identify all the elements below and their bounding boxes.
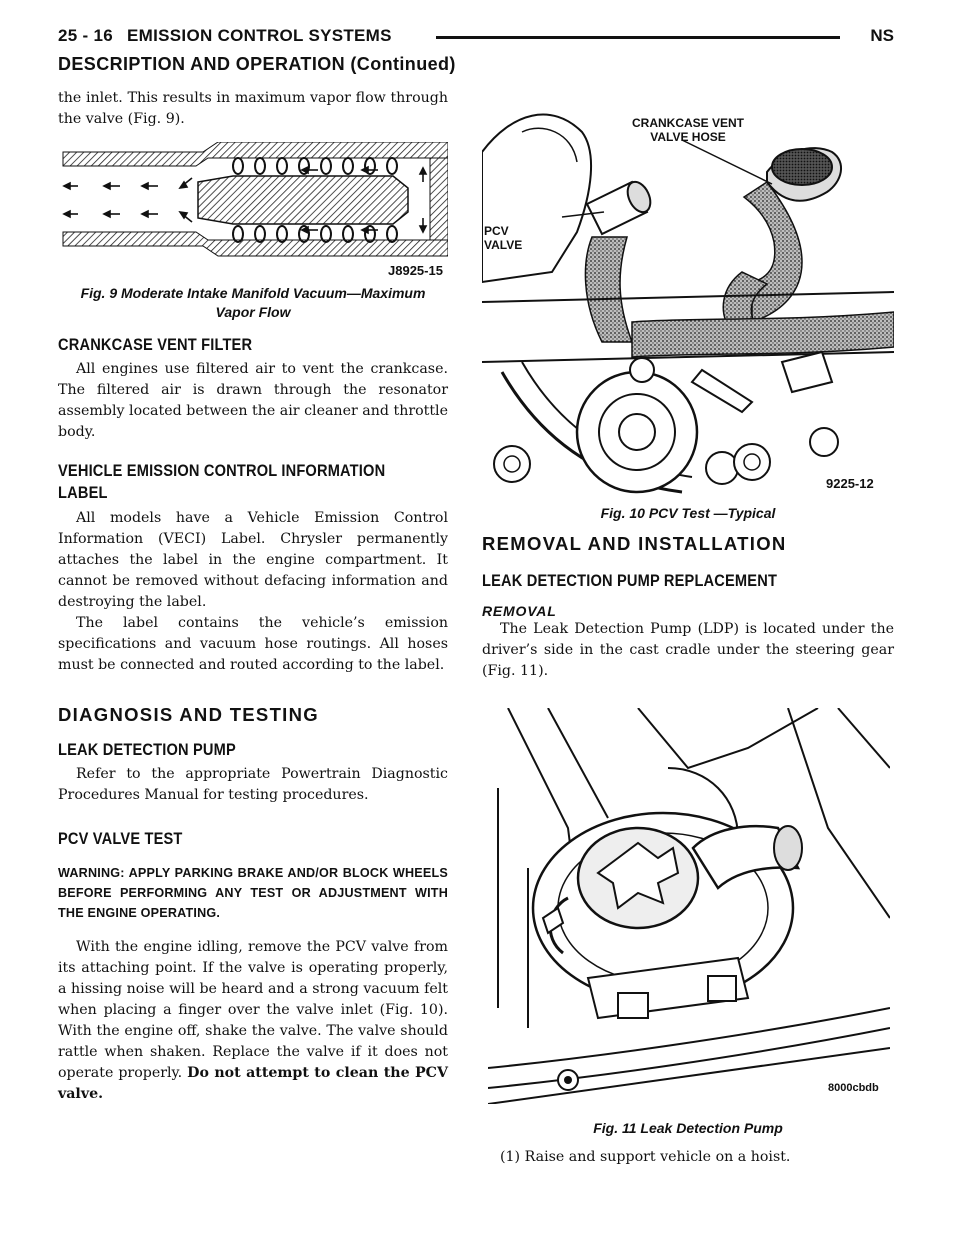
left-column	[58, 88, 448, 1105]
cvf-heading: CRANKCASE VENT FILTER	[58, 335, 253, 354]
ldp-heading: LEAK DETECTION PUMP	[58, 740, 236, 759]
pcv-test-drawing	[482, 112, 894, 498]
right-column-text	[482, 533, 894, 682]
step-1: (1) Raise and support vehicle on a hoist.	[500, 1149, 791, 1165]
fig10-label-hose	[632, 116, 744, 144]
warning-text: WARNING: APPLY PARKING BRAKE AND/OR BLOCK WHEELS BEFORE PERFORMING ANY TEST OR ADJUSTMENT WITH THE ENGINE OPERATING.	[58, 866, 448, 920]
intro-paragraph: the inlet. This results in maximum vapor flow through the valve (Fig. 9).	[58, 90, 448, 127]
figure-9	[58, 142, 448, 282]
veci-paragraph-2: The label contains the vehicle’s emission specifications and vacuum hose routings. All hoses must be connected and routed according to the label.	[58, 615, 448, 673]
removal-heading: REMOVAL AND INSTALLATION	[482, 533, 787, 554]
header-rule	[436, 36, 840, 39]
fig10-caption: Fig. 10 PCV Test —Typical	[600, 505, 776, 521]
model-code: NS	[870, 26, 894, 45]
fig11-code: 8000cbdb	[828, 1082, 879, 1094]
removal-paragraph: The Leak Detection Pump (LDP) is located under the driver’s side in the cast cradle under the steering gear (Fig. 11).	[482, 621, 894, 679]
pcv-paragraph	[58, 937, 448, 1105]
fig9-caption	[58, 284, 448, 322]
veci-heading-line2: LABEL	[58, 483, 108, 502]
section-title: EMISSION CONTROL SYSTEMS	[127, 26, 392, 45]
ldp-replacement-heading: LEAK DETECTION PUMP REPLACEMENT	[482, 571, 778, 590]
fig9-code: J8925-15	[388, 263, 443, 278]
ldp-paragraph: Refer to the appropriate Powertrain Diagnostic Procedures Manual for testing procedures.	[58, 766, 448, 803]
veci-heading-line1: VEHICLE EMISSION CONTROL INFORMATION	[58, 461, 386, 480]
removal-subheading: REMOVAL	[482, 603, 557, 619]
pcv-bold-note: Do not attempt to clean the PCV valve.	[58, 1065, 448, 1102]
fig10-label-hose-line1: CRANKCASE VENT	[632, 116, 745, 130]
fig10-code: 9225-12	[826, 476, 874, 491]
leak-detection-pump-drawing	[488, 708, 890, 1104]
fig11-caption: Fig. 11 Leak Detection Pump	[593, 1120, 783, 1136]
continued-heading: DESCRIPTION AND OPERATION (Continued)	[58, 54, 456, 74]
fig9-caption-line1: Fig. 9 Moderate Intake Manifold Vacuum—Maximum	[80, 285, 426, 301]
pcv-text: With the engine idling, remove the PCV valve from its attaching point. If the valve is operating properly, a hissing noise will be heard and a strong vacuum felt when placing a finger over the valve inlet (Fig. 10). With the engine off, shake the valve. The valve should rattle when shaken. Replace the valve if it does not operate properly.	[58, 939, 448, 1081]
diagnosis-heading: DIAGNOSIS AND TESTING	[58, 704, 319, 725]
pcv-heading: PCV VALVE TEST	[58, 829, 183, 848]
figure-10	[482, 112, 894, 498]
fig10-label-pcv-line1: PCV	[484, 224, 509, 238]
fig10-label-hose-line2: VALVE HOSE	[650, 130, 726, 144]
veci-paragraph-1: All models have a Vehicle Emission Control Information (VECI) Label. Chrysler permanently attaches the label in the engine compartment. It cannot be removed without defacing information and destroying the label.	[58, 510, 448, 610]
fig9-caption-line2: Vapor Flow	[215, 304, 291, 320]
page-number: 25 - 16	[58, 26, 114, 45]
cvf-paragraph: All engines use filtered air to vent the crankcase. The filtered air is drawn through the resonator assembly located between the air cleaner and throttle body.	[58, 361, 448, 440]
figure-11	[488, 708, 890, 1104]
veci-heading	[58, 460, 393, 504]
header-title	[58, 26, 392, 46]
fig10-label-pcv	[484, 224, 522, 252]
fig10-label-pcv-line2: VALVE	[484, 238, 523, 252]
